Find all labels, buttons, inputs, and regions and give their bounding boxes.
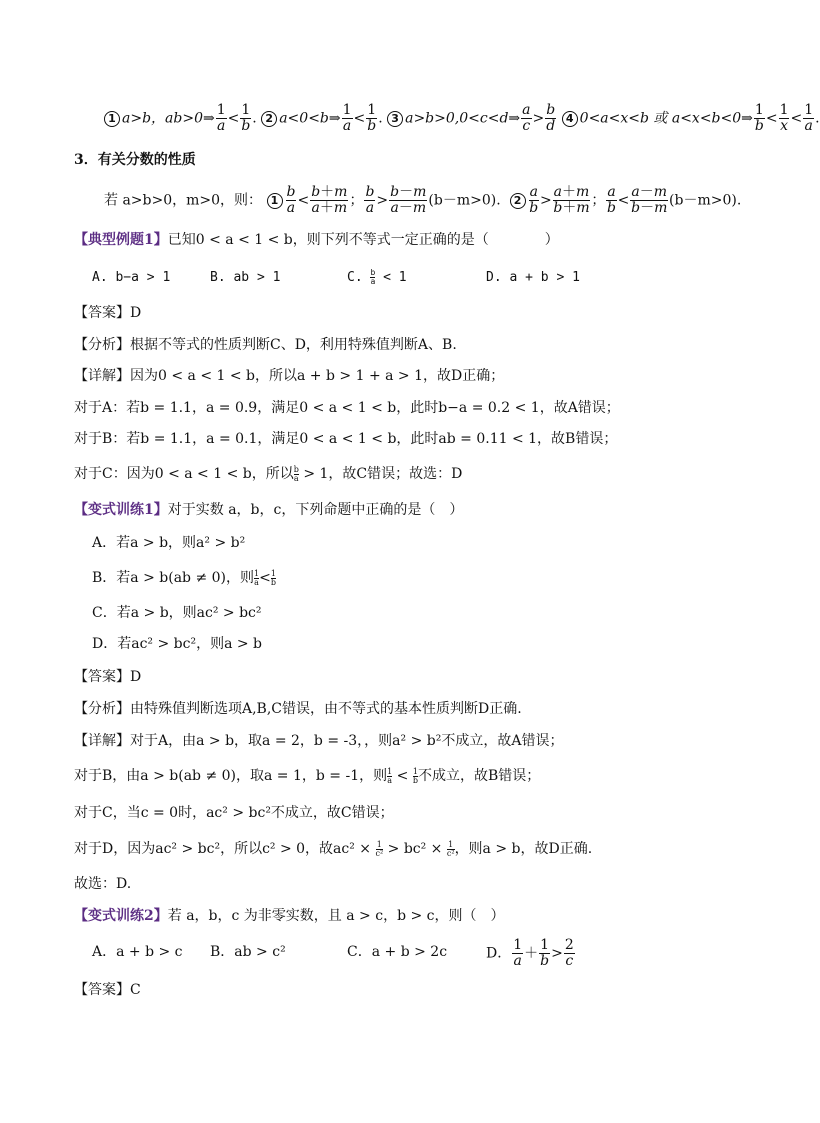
variant1-detail-a (74, 731, 563, 751)
option-c-tail: < 1 (383, 270, 407, 285)
semicolon: ； (349, 192, 364, 209)
variant2-option-b: B．ab > c² (210, 944, 286, 960)
analysis-tag-2: 【分析】 (74, 701, 130, 717)
frac-1-over-a: $\frac{1}{a}$ (216, 102, 226, 134)
variant1-option-b: B．若a > b(ab ≠ 0)，则 $\frac{1}{a}$ < $\frac{1}{b}$ (92, 568, 276, 587)
analysis-tag: 【分析】 (74, 337, 130, 353)
inequality-properties-line: 1 a>b，ab>0⇒ $\frac{1}{a}$ < $\frac{1}{b}$ . 2 a<0<b⇒ $\frac{1}{a}$ < $\frac{1}{b}$ . 3 a>b>0,0<c<d⇒ $\frac{a}{c}$ > $\frac{b}{d}$ 4 0<a<x<b 或 a<x<b<0⇒ $\frac{1}{b}$ < $\frac{1}{x}$ < $\frac{1}{a}$ . (104, 103, 820, 134)
prop1-text: a>b，ab>0⇒ (122, 110, 215, 127)
frac-1-over-a-2: $\frac{1}{a}$ (342, 102, 352, 134)
variant1-tag: 【变式训练1】 (74, 502, 168, 518)
variant1-analysis (74, 699, 522, 719)
frac-b-over-d: $\frac{b}{d}$ (546, 102, 556, 134)
condition-2: (b－m>0) (669, 192, 737, 209)
for-c-pre: 对于C：因为0 < a < 1 < b，所以 (74, 466, 294, 482)
example1-answer: 【答案】D (74, 305, 142, 321)
prop3-text: a>b>0,0<c<d⇒ (405, 110, 521, 127)
variant1-detail-d (74, 839, 592, 859)
frac-1-over-a-small-2: $\frac{1}{a}$ (387, 766, 393, 785)
example1-for-c (74, 464, 462, 484)
frac-b-over-a-small: $\frac{b}{a}$ (370, 268, 376, 286)
circle-2-icon: 2 (510, 193, 526, 209)
frac-a-over-b-2: $\frac{a}{b}$ (607, 184, 616, 216)
period-2: . (736, 192, 742, 209)
prop2-tail: . (378, 110, 383, 127)
variant1-answer: 【答案】D (74, 669, 142, 685)
frac-1-over-x: $\frac{1}{x}$ (779, 102, 789, 134)
variant2-option-a: A．a + b > c (92, 944, 183, 960)
prop2-text: a<0<b⇒ (279, 110, 341, 127)
frac-b-over-a-small-2: $\frac{b}{a}$ (293, 464, 299, 483)
circle-3-icon: 3 (387, 111, 403, 127)
frac-b-over-a: $\frac{b}{a}$ (286, 184, 296, 216)
variant1-question (74, 500, 463, 520)
frac-a-over-c: $\frac{a}{c}$ (522, 102, 531, 134)
example1-for-b: 对于B：若b = 1.1，a = 0.1，满足0 < a < 1 < b，此时ab = 0.11 < 1，故B错误； (74, 431, 618, 447)
condition-1: (b－m>0) (428, 192, 497, 209)
semicolon-2: ； (591, 192, 606, 209)
example1-analysis (74, 335, 457, 355)
detail-b-post: 不成立，故B错误； (417, 768, 541, 784)
detail-text: 因为0 < a < 1 < b，所以a + b > 1 + a > 1，故D正确； (130, 368, 505, 384)
detail-d-post: ，则a > b，故D正确. (454, 841, 593, 857)
frac-1-over-b-small: $\frac{1}{b}$ (270, 568, 276, 587)
variant1-question-text: 对于实数 a，b，c，下列命题中正确的是（ ） (167, 502, 464, 518)
frac-a-minus-m: $\frac{a-m}{b-m}$ (631, 184, 668, 216)
period-1: . (496, 192, 501, 209)
variant1-detail-c: 对于C，当c = 0时，ac² > bc²不成立，故C错误； (74, 805, 394, 821)
example1-option-a: A. b−a > 1 (92, 270, 171, 285)
option-c-label: C. (347, 270, 363, 285)
circle-1-icon: 1 (267, 193, 283, 209)
example1-option-c (347, 268, 407, 288)
frac-1-over-b-d: $\frac{1}{b}$ (540, 937, 550, 969)
example-question-text: 已知0 < a < 1 < b，则下列不等式一定正确的是（ ） (167, 232, 559, 248)
option-b-pre: B．若a > b(ab ≠ 0)，则 (92, 570, 254, 586)
frac-2-over-c: $\frac{2}{c}$ (564, 937, 574, 969)
prop1-tail: . (252, 110, 257, 127)
frac-1-over-c2-2: $\frac{1}{\text{c²}}$ (446, 839, 455, 858)
frac-1-over-b-3: $\frac{1}{b}$ (754, 102, 764, 134)
example-tag: 【典型例题1】 (74, 232, 168, 248)
circle-2-icon: 2 (261, 111, 277, 127)
frac-1-over-a-3: $\frac{1}{a}$ (804, 102, 814, 134)
detail-tag-2: 【详解】 (74, 733, 130, 749)
detail-d-mid: > bc² × (387, 841, 443, 857)
detail-tag: 【详解】 (74, 368, 130, 384)
variant1-option-c: C．若a > b，则ac² > bc² (92, 605, 262, 621)
frac-1-over-c2: $\frac{1}{\text{c²}}$ (375, 839, 384, 858)
example1-question (74, 230, 559, 250)
frac-am-over-bm: $\frac{a+m}{b+m}$ (553, 184, 590, 216)
example1-for-a: 对于A：若b = 1.1，a = 0.9，满足0 < a < 1 < b，此时b−a = 0.2 < 1，故A错误； (74, 400, 620, 416)
frac-1-over-a-small: $\frac{1}{a}$ (254, 568, 260, 587)
detail-d-pre: 对于D，因为ac² > bc²，所以c² > 0，故ac² × (74, 841, 372, 857)
option-d-pre: D． (486, 945, 512, 962)
variant1-choose: 故选：D. (74, 876, 132, 892)
variant2-option-d: D． $\frac{1}{a}$ ＋ $\frac{1}{b}$ > $\frac{2}{c}$ (486, 937, 574, 969)
example1-option-b: B. ab > 1 (210, 270, 281, 285)
frac-b-over-a-2: $\frac{b}{a}$ (365, 184, 375, 216)
for-c-post: > 1，故C错误；故选：D (303, 466, 463, 482)
frac-1-over-b-2: $\frac{1}{b}$ (367, 102, 377, 134)
detail-a-text: 对于A，由a > b，取a = 2，b = -3，，则a² > b²不成立，故A错误； (130, 733, 564, 749)
variant2-tag: 【变式训练2】 (74, 908, 168, 924)
prop4-tail: . (815, 110, 820, 127)
example1-detail (74, 366, 504, 386)
variant2-answer: 【答案】C (74, 982, 141, 998)
frac-bm-over-am: $\frac{b+m}{a+m}$ (311, 184, 348, 216)
analysis-text-2: 由特殊值判断选项A,B,C错误，由不等式的基本性质判断D正确. (130, 701, 522, 717)
fraction-lead: 若 a>b>0，m>0，则： (104, 192, 263, 209)
analysis-text: 根据不等式的性质判断C、D，利用特殊值判断A、B. (130, 337, 457, 353)
frac-a-over-b: $\frac{a}{b}$ (529, 184, 539, 216)
variant1-option-a: A．若a > b，则a² > b² (92, 535, 246, 551)
frac-b-minus-m: $\frac{b-m}{a-m}$ (390, 184, 427, 216)
variant2-option-c: C．a + b > 2c (347, 944, 448, 960)
variant1-option-d: D．若ac² > bc²，则a > b (92, 636, 263, 652)
frac-1-over-b-small-2: $\frac{1}{b}$ (412, 766, 418, 785)
frac-1-over-a-d: $\frac{1}{a}$ (513, 937, 523, 969)
detail-b-pre: 对于B，由a > b(ab ≠ 0)，取a = 1，b = -1，则 (74, 768, 388, 784)
prop4-text: 0<a<x<b 或 a<x<b<0⇒ (579, 110, 753, 127)
circle-1-icon: 1 (104, 111, 120, 127)
fraction-properties-line: 若 a>b>0，m>0，则： 1 $\frac{b}{a}$ < $\frac{b+m}{a+m}$ ； $\frac{b}{a}$ > $\frac{b-m}{a-m}$ (b－m>0). 2 $\frac{a}{b}$ > $\frac{a+m}{b+m}$ ； $\frac{a}{b}$ < $\frac{a-m}{b-m}$ (b－m>0). (104, 184, 742, 216)
example1-option-d: D. a + b > 1 (486, 270, 580, 285)
section-title: 3．有关分数的性质 (74, 152, 196, 168)
variant2-question-text: 若 a，b，c 为非零实数，且 a > c，b > c，则（ ） (167, 908, 505, 924)
frac-1-over-b: $\frac{1}{b}$ (241, 102, 251, 134)
circle-4-icon: 4 (562, 111, 578, 127)
variant2-question (74, 906, 505, 926)
variant1-detail-b: 对于B，由a > b(ab ≠ 0)，取a = 1，b = -1，则 $\frac{1}{a}$ < $\frac{1}{b}$ 不成立，故B错误； (74, 766, 541, 785)
